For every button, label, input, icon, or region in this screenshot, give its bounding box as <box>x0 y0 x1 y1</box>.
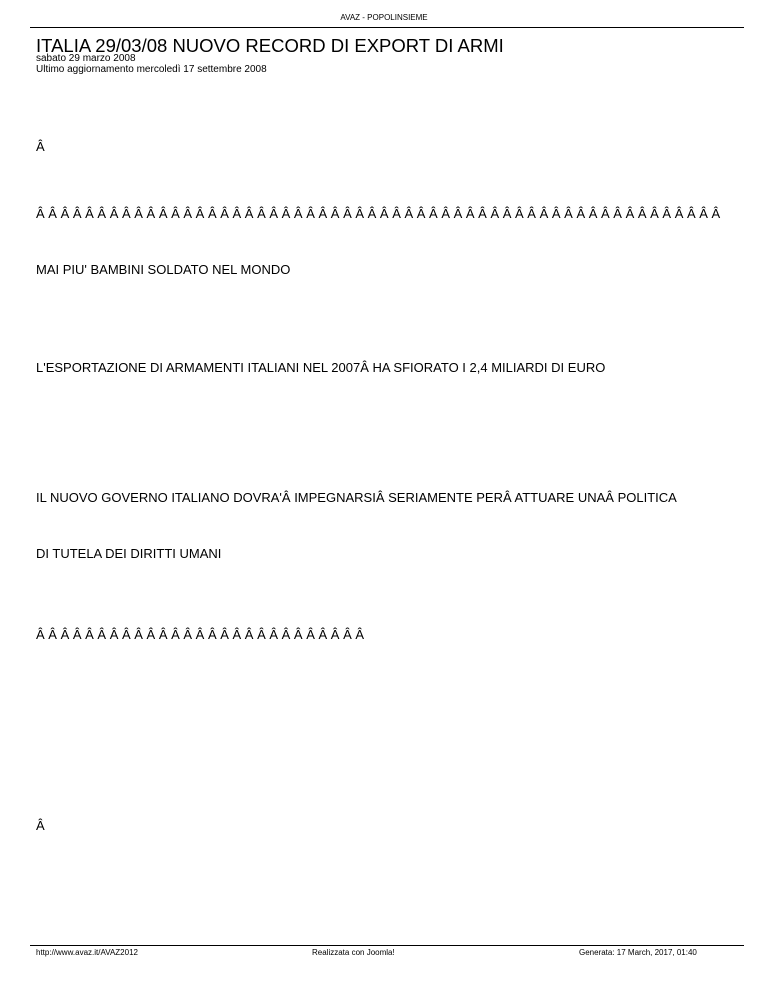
footer-powered-by: Realizzata con Joomla! <box>312 948 395 957</box>
paragraph-spacer: Â <box>36 818 45 833</box>
article-date: sabato 29 marzo 2008 <box>36 53 136 64</box>
footer-url-link[interactable]: http://www.avaz.it/AVAZ2012 <box>36 948 138 957</box>
paragraph-spacer: Â Â Â Â Â Â Â Â Â Â Â Â Â Â Â Â Â Â Â Â Â Â Â Â Â Â Â Â Â Â Â Â Â Â Â Â Â Â Â Â Â Â Â Â Â Â Â Â Â Â Â Â Â Â Â Â <box>36 206 721 221</box>
site-header: AVAZ - POPOLINSIEME <box>340 13 428 22</box>
article-title: ITALIA 29/03/08 NUOVO RECORD DI EXPORT DI ARMI <box>36 35 504 56</box>
paragraph-text: IL NUOVO GOVERNO ITALIANO DOVRA'Â IMPEGNARSIÂ SERIAMENTE PERÂ ATTUARE UNAÂ POLITICA <box>36 490 677 505</box>
paragraph-text: DI TUTELA DEI DIRITTI UMANI <box>36 546 222 561</box>
article-updated: Ultimo aggiornamento mercoledì 17 settembre 2008 <box>36 64 267 75</box>
paragraph-text: L'ESPORTAZIONE DI ARMAMENTI ITALIANI NEL 2007Â HA SFIORATO I 2,4 MILIARDI DI EURO <box>36 360 606 375</box>
paragraph-spacer: Â <box>36 139 45 154</box>
footer-divider <box>30 945 744 946</box>
paragraph-heading: MAI PIU' BAMBINI SOLDATO NEL MONDO <box>36 262 291 277</box>
footer-generated-date: Generata: 17 March, 2017, 01:40 <box>579 948 697 957</box>
paragraph-spacer: Â Â Â Â Â Â Â Â Â Â Â Â Â Â Â Â Â Â Â Â Â Â Â Â Â Â Â <box>36 627 365 642</box>
header-divider <box>30 27 744 28</box>
